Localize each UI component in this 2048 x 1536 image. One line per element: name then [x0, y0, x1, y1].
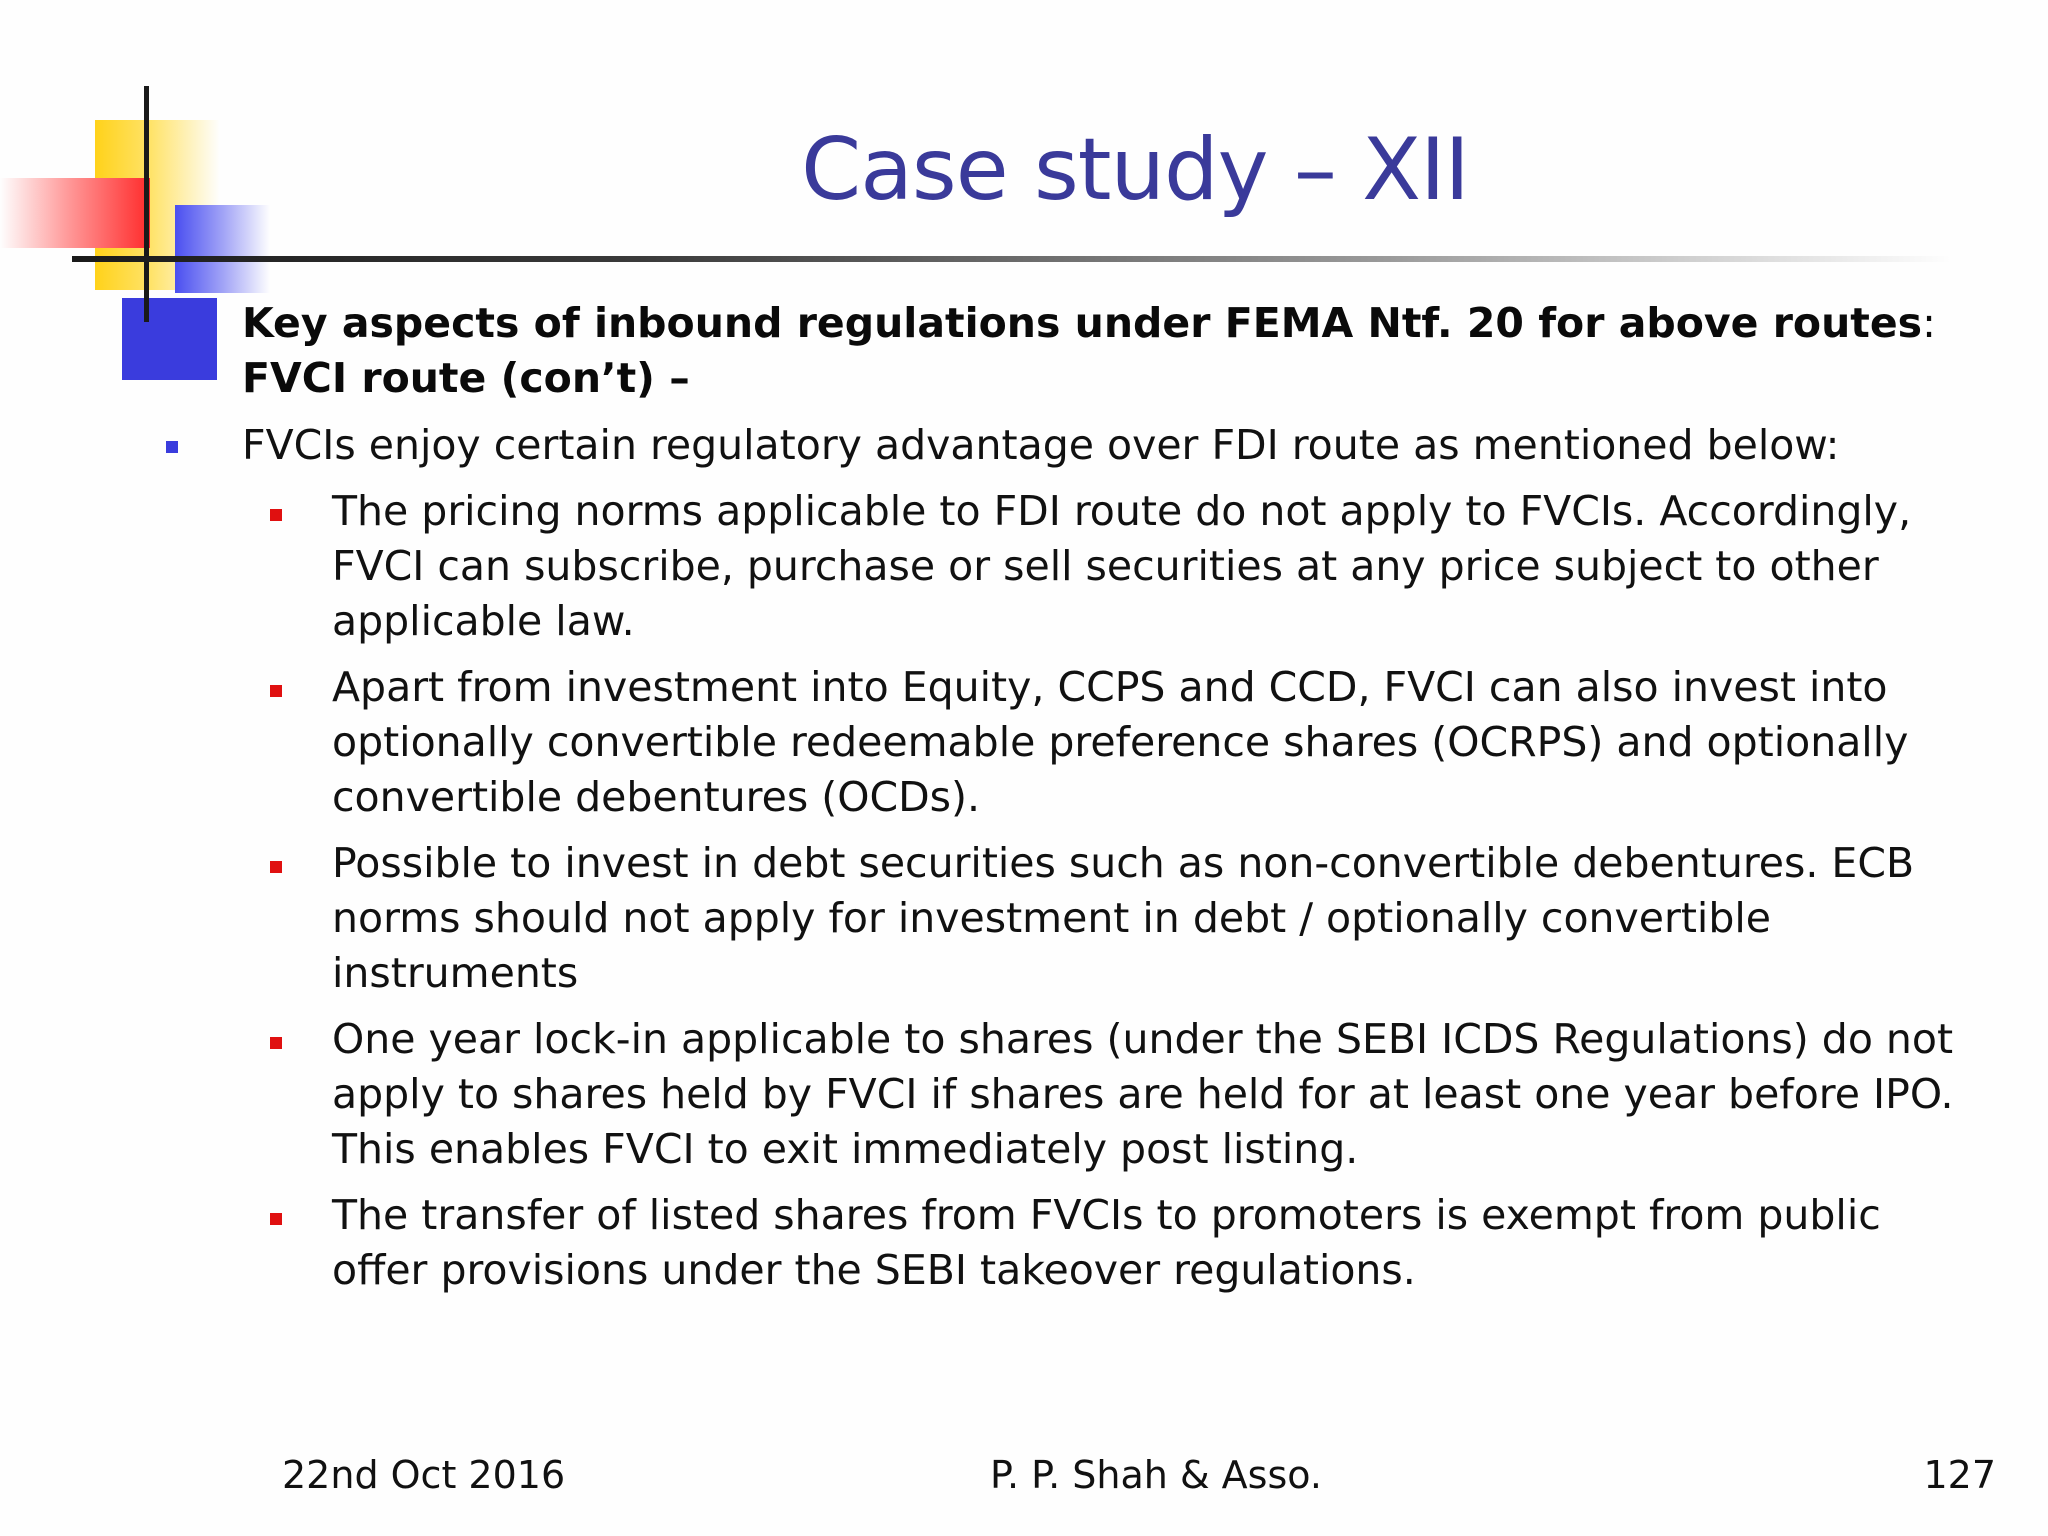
footer-author: P. P. Shah & Asso. [990, 1453, 1322, 1497]
section-heading [242, 296, 1962, 406]
bullet-square-icon [166, 441, 178, 453]
title-underline [72, 256, 1952, 262]
bullet-square-icon [270, 1213, 282, 1225]
list-item: The transfer of listed shares from FVCIs to promoters is exempt from public offer provisions under the SEBI takeover regulations. [332, 1191, 1881, 1294]
bullet-square-icon [270, 509, 282, 521]
bullet-square-icon [270, 861, 282, 873]
main-bullet: FVCIs enjoy certain regulatory advantage over FDI route as mentioned below: [242, 421, 1840, 469]
bullet-square-icon [270, 1037, 282, 1049]
list-item: One year lock-in applicable to shares (under the SEBI ICDS Regulations) do not apply to shares held by FVCI if shares are held for at least one year before IPO. This enables FVCI to exit immediately post listing. [332, 1015, 1954, 1173]
page-number: 127 [1923, 1453, 1996, 1497]
section-heading-text: Key aspects of inbound regulations under FEMA Ntf. 20 for above routes [242, 299, 1923, 347]
decorative-blue-block [122, 298, 217, 380]
list-item: The pricing norms applicable to FDI route do not apply to FVCIs. Accordingly, FVCI can subscribe, purchase or sell securities at any price subject to other applicable law. [332, 487, 1912, 645]
footer-date: 22nd Oct 2016 [282, 1453, 566, 1497]
slide-title: Case study – XII [801, 120, 1469, 220]
section-subheading: FVCI route (con’t) – [242, 354, 690, 402]
bullet-square-icon [270, 685, 282, 697]
section-heading-colon: : [1922, 299, 1936, 347]
list-item: Possible to invest in debt securities such as non-convertible debentures. ECB norms should not apply for investment in debt / optionally convertible instruments [332, 839, 1915, 997]
list-item: Apart from investment into Equity, CCPS and CCD, FVCI can also invest into optionally convertible redeemable preference shares (OCRPS) and optionally convertible debentures (OCDs). [332, 663, 1909, 821]
